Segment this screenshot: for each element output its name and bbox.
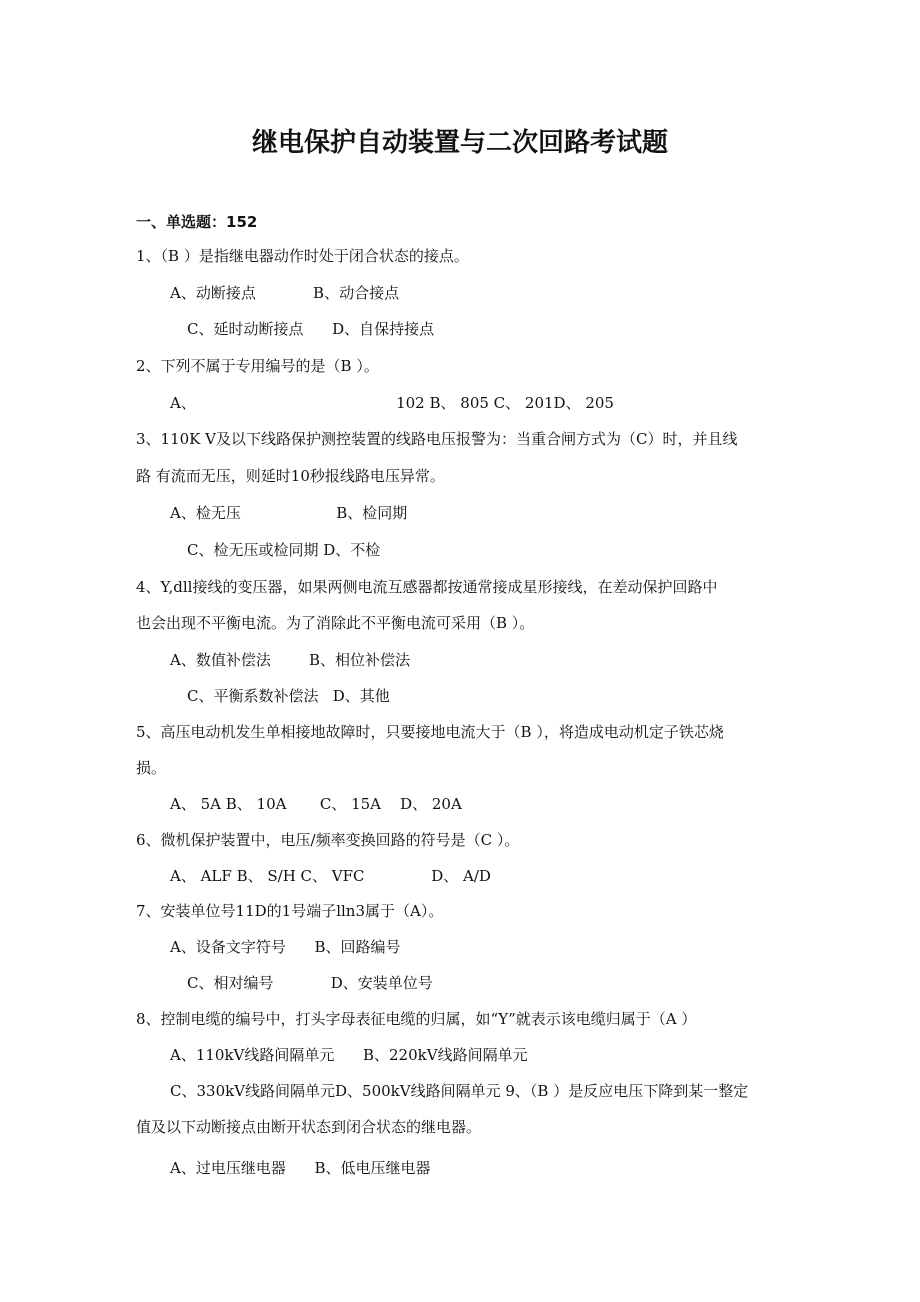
option-line: A、 102 B、 805 C、 201D、 205: [170, 394, 614, 412]
option-line: A、设备文字符号 B、回路编号: [170, 938, 401, 956]
question-line: 路 有流而无压，则延时10秒报线路电压异常。: [136, 467, 445, 485]
question-line: 损。: [136, 759, 167, 777]
option-line: A、检无压 B、检同期: [170, 504, 408, 522]
question-line: 7、安装单位号11D的1号端子lln3属于（A）。: [136, 902, 444, 920]
question-line: 5、高压电动机发生单相接地故障时，只要接地电流大于（B ），将造成电动机定子铁芯烧: [136, 723, 724, 741]
question-line: 6、微机保护装置中，电压/频率变换回路的符号是（C ）。: [136, 831, 520, 849]
question-line: 也会出现不平衡电流。为了消除此不平衡电流可采用（B ）。: [136, 614, 535, 632]
document-title: 继电保护自动装置与二次回路考试题: [251, 128, 668, 158]
option-line: A、数值补偿法 B、相位补偿法: [170, 651, 411, 669]
option-line: A、过电压继电器 B、低电压继电器: [170, 1159, 431, 1177]
option-line: C、延时动断接点 D、自保持接点: [187, 320, 435, 338]
option-line: A、动断接点 B、动合接点: [170, 284, 400, 302]
option-line: C、检无压或检同期 D、不检: [187, 541, 381, 559]
question-line: 1、（B ）是指继电器动作时处于闭合状态的接点。: [136, 247, 469, 265]
question-line: 4、Y,dll接线的变压器，如果两侧电流互感器都按通常接成星形接线，在差动保护回路中: [136, 578, 718, 596]
option-line: C、相对编号 D、安装单位号: [187, 974, 433, 992]
option-line: C、330kV线路间隔单元D、500kV线路间隔单元 9、（B ）是反应电压下降到某一整定: [170, 1082, 749, 1100]
section-heading: 一、单选题：152: [136, 213, 258, 231]
question-line: 8、控制电缆的编号中，打头字母表征电缆的归属，如“Y”就表示该电缆归属于（A ）: [136, 1010, 697, 1028]
option-line: A、110kV线路间隔单元 B、220kV线路间隔单元: [170, 1046, 528, 1064]
option-line: C、平衡系数补偿法 D、其他: [187, 687, 390, 705]
question-line: 3、110K V及以下线路保护测控装置的线路电压报警为：当重合闸方式为（C）时，并且线: [136, 430, 738, 448]
option-line: A、 ALF B、 S/H C、 VFC D、 A/D: [170, 867, 491, 885]
question-line: 2、下列不属于专用编号的是（B ）。: [136, 357, 379, 375]
option-line: A、 5A B、 10A C、 15A D、 20A: [170, 795, 462, 813]
question-line: 值及以下动断接点由断开状态到闭合状态的继电器。: [136, 1118, 482, 1136]
